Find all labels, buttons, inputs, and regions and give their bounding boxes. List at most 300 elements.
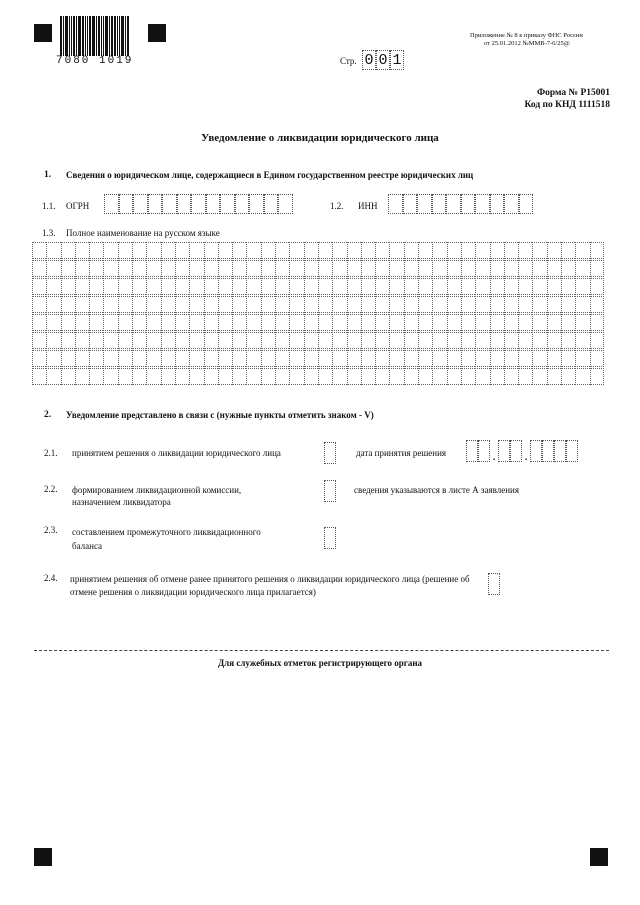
char-cell[interactable] (404, 332, 418, 349)
char-cell[interactable] (75, 260, 89, 277)
char-cell[interactable] (590, 350, 604, 367)
char-cell[interactable] (561, 368, 575, 385)
char-cell[interactable] (61, 314, 75, 331)
char-cell[interactable] (275, 278, 289, 295)
char-cell[interactable] (118, 260, 132, 277)
char-cell[interactable] (532, 242, 546, 259)
char-cell[interactable] (561, 332, 575, 349)
char-cell[interactable] (318, 350, 332, 367)
char-cell[interactable] (204, 314, 218, 331)
char-cell[interactable] (146, 350, 160, 367)
char-cell[interactable] (261, 278, 275, 295)
char-cell[interactable] (375, 314, 389, 331)
char-cell[interactable] (547, 242, 561, 259)
char-cell[interactable] (175, 368, 189, 385)
char-cell[interactable] (361, 260, 375, 277)
char-cell[interactable] (32, 368, 46, 385)
char-cell[interactable] (504, 314, 518, 331)
char-cell[interactable] (132, 368, 146, 385)
char-cell[interactable] (304, 332, 318, 349)
char-cell[interactable] (146, 332, 160, 349)
char-cell[interactable] (375, 242, 389, 259)
char-cell[interactable] (532, 314, 546, 331)
char-cell[interactable] (475, 242, 489, 259)
char-cell[interactable] (304, 260, 318, 277)
char-cell[interactable] (575, 314, 589, 331)
char-cell[interactable] (432, 194, 447, 214)
char-cell[interactable] (504, 278, 518, 295)
char-cell[interactable] (532, 368, 546, 385)
char-cell[interactable] (232, 368, 246, 385)
char-cell[interactable] (161, 332, 175, 349)
char-cell[interactable] (75, 314, 89, 331)
char-cell[interactable] (332, 332, 346, 349)
char-cell[interactable] (146, 296, 160, 313)
char-cell[interactable] (146, 314, 160, 331)
char-cell[interactable] (175, 314, 189, 331)
full-name-grid[interactable] (32, 242, 604, 386)
char-cell[interactable] (461, 350, 475, 367)
char-cell[interactable] (475, 296, 489, 313)
char-cell[interactable] (475, 368, 489, 385)
char-cell[interactable] (347, 278, 361, 295)
char-cell[interactable] (103, 296, 117, 313)
char-cell[interactable] (232, 278, 246, 295)
char-cell[interactable] (504, 296, 518, 313)
char-cell[interactable] (161, 278, 175, 295)
char-cell[interactable] (289, 242, 303, 259)
char-cell[interactable] (75, 350, 89, 367)
char-cell[interactable] (518, 296, 532, 313)
char-cell[interactable] (132, 278, 146, 295)
char-cell[interactable] (246, 242, 260, 259)
char-cell[interactable] (232, 350, 246, 367)
char-cell[interactable] (361, 332, 375, 349)
date-month[interactable] (498, 440, 522, 462)
char-cell[interactable] (235, 194, 250, 214)
char-cell[interactable] (189, 296, 203, 313)
char-cell[interactable] (375, 368, 389, 385)
char-cell[interactable] (218, 260, 232, 277)
char-cell[interactable] (304, 242, 318, 259)
char-cell[interactable] (46, 314, 60, 331)
char-cell[interactable] (332, 350, 346, 367)
name-grid-row[interactable] (32, 368, 604, 385)
char-cell[interactable] (32, 260, 46, 277)
char-cell[interactable] (389, 242, 403, 259)
char-cell[interactable] (189, 260, 203, 277)
char-cell[interactable] (275, 296, 289, 313)
char-cell[interactable] (32, 332, 46, 349)
char-cell[interactable] (490, 278, 504, 295)
char-cell[interactable] (547, 368, 561, 385)
char-cell[interactable] (104, 194, 119, 214)
char-cell[interactable] (103, 350, 117, 367)
char-cell[interactable] (404, 278, 418, 295)
char-cell[interactable] (118, 296, 132, 313)
char-cell[interactable] (103, 260, 117, 277)
char-cell[interactable] (490, 368, 504, 385)
char-cell[interactable] (75, 242, 89, 259)
char-cell[interactable] (46, 332, 60, 349)
char-cell[interactable] (519, 194, 534, 214)
char-cell[interactable] (475, 194, 490, 214)
char-cell[interactable] (118, 314, 132, 331)
char-cell[interactable] (318, 278, 332, 295)
char-cell[interactable] (447, 332, 461, 349)
char-cell[interactable] (404, 314, 418, 331)
char-cell[interactable] (389, 260, 403, 277)
char-cell[interactable] (289, 278, 303, 295)
char-cell[interactable] (504, 350, 518, 367)
char-cell[interactable] (218, 368, 232, 385)
char-cell[interactable] (547, 260, 561, 277)
char-cell[interactable] (261, 242, 275, 259)
char-cell[interactable] (590, 242, 604, 259)
char-cell[interactable] (46, 368, 60, 385)
char-cell[interactable] (404, 260, 418, 277)
char-cell[interactable] (532, 296, 546, 313)
char-cell[interactable] (318, 314, 332, 331)
char-cell[interactable] (32, 278, 46, 295)
char-cell[interactable] (347, 332, 361, 349)
char-cell[interactable] (504, 260, 518, 277)
char-cell[interactable] (590, 368, 604, 385)
char-cell[interactable] (246, 278, 260, 295)
char-cell[interactable] (162, 194, 177, 214)
char-cell[interactable] (590, 278, 604, 295)
char-cell[interactable] (490, 350, 504, 367)
char-cell[interactable] (418, 368, 432, 385)
char-cell[interactable] (418, 260, 432, 277)
char-cell[interactable] (575, 242, 589, 259)
char-cell[interactable] (132, 296, 146, 313)
char-cell[interactable] (332, 314, 346, 331)
char-cell[interactable] (388, 194, 403, 214)
char-cell[interactable] (275, 332, 289, 349)
char-cell[interactable] (332, 278, 346, 295)
char-cell[interactable] (32, 350, 46, 367)
char-cell[interactable] (532, 332, 546, 349)
char-cell[interactable] (361, 368, 375, 385)
char-cell[interactable] (532, 350, 546, 367)
char-cell[interactable] (204, 332, 218, 349)
char-cell[interactable] (318, 296, 332, 313)
char-cell[interactable] (275, 368, 289, 385)
char-cell[interactable] (375, 260, 389, 277)
char-cell[interactable] (447, 368, 461, 385)
char-cell[interactable] (61, 260, 75, 277)
char-cell[interactable] (75, 368, 89, 385)
char-cell[interactable] (89, 278, 103, 295)
char-cell[interactable] (432, 242, 446, 259)
char-cell[interactable] (204, 296, 218, 313)
char-cell[interactable] (547, 296, 561, 313)
char-cell[interactable] (89, 350, 103, 367)
name-grid-row[interactable] (32, 278, 604, 295)
char-cell[interactable] (404, 296, 418, 313)
char-cell[interactable] (361, 314, 375, 331)
char-cell[interactable] (261, 260, 275, 277)
char-cell[interactable] (490, 194, 505, 214)
char-cell[interactable] (218, 314, 232, 331)
char-cell[interactable] (590, 260, 604, 277)
char-cell[interactable] (118, 278, 132, 295)
char-cell[interactable] (361, 350, 375, 367)
char-cell[interactable] (417, 194, 432, 214)
char-cell[interactable] (175, 260, 189, 277)
char-cell[interactable] (575, 350, 589, 367)
char-cell[interactable] (289, 314, 303, 331)
char-cell[interactable] (89, 314, 103, 331)
char-cell[interactable] (446, 194, 461, 214)
char-cell[interactable] (347, 350, 361, 367)
char-cell[interactable] (89, 368, 103, 385)
char-cell[interactable] (575, 296, 589, 313)
char-cell[interactable] (590, 314, 604, 331)
char-cell[interactable] (347, 368, 361, 385)
char-cell[interactable] (418, 314, 432, 331)
char-cell[interactable] (518, 332, 532, 349)
char-cell[interactable] (432, 278, 446, 295)
char-cell[interactable] (218, 296, 232, 313)
char-cell[interactable] (61, 332, 75, 349)
char-cell[interactable] (132, 314, 146, 331)
char-cell[interactable] (447, 278, 461, 295)
char-cell[interactable] (475, 332, 489, 349)
char-cell[interactable] (175, 332, 189, 349)
ogrn-field[interactable] (104, 194, 293, 214)
char-cell[interactable] (547, 314, 561, 331)
char-cell[interactable] (418, 242, 432, 259)
item-2-3-checkbox[interactable] (324, 527, 336, 549)
char-cell[interactable] (375, 278, 389, 295)
char-cell[interactable] (177, 194, 192, 214)
char-cell[interactable] (261, 314, 275, 331)
char-cell[interactable] (447, 296, 461, 313)
char-cell[interactable] (347, 260, 361, 277)
char-cell[interactable] (46, 296, 60, 313)
char-cell[interactable] (275, 260, 289, 277)
char-cell[interactable] (461, 368, 475, 385)
char-cell[interactable] (89, 260, 103, 277)
char-cell[interactable] (304, 278, 318, 295)
char-cell[interactable] (304, 296, 318, 313)
char-cell[interactable] (332, 260, 346, 277)
char-cell[interactable] (161, 260, 175, 277)
char-cell[interactable] (375, 350, 389, 367)
char-cell[interactable] (361, 296, 375, 313)
char-cell[interactable] (246, 260, 260, 277)
char-cell[interactable] (61, 242, 75, 259)
char-cell[interactable] (389, 314, 403, 331)
char-cell[interactable] (61, 296, 75, 313)
char-cell[interactable] (461, 296, 475, 313)
char-cell[interactable] (347, 242, 361, 259)
char-cell[interactable] (475, 314, 489, 331)
char-cell[interactable] (161, 350, 175, 367)
char-cell[interactable] (289, 260, 303, 277)
char-cell[interactable] (347, 314, 361, 331)
char-cell[interactable] (261, 296, 275, 313)
name-grid-row[interactable] (32, 332, 604, 349)
char-cell[interactable] (246, 314, 260, 331)
char-cell[interactable] (575, 260, 589, 277)
char-cell[interactable] (161, 296, 175, 313)
char-cell[interactable] (146, 368, 160, 385)
char-cell[interactable] (518, 368, 532, 385)
char-cell[interactable] (590, 296, 604, 313)
char-cell[interactable] (518, 242, 532, 259)
char-cell[interactable] (132, 260, 146, 277)
char-cell[interactable] (46, 278, 60, 295)
char-cell[interactable] (318, 242, 332, 259)
char-cell[interactable] (103, 278, 117, 295)
char-cell[interactable] (304, 314, 318, 331)
char-cell[interactable] (220, 194, 235, 214)
char-cell[interactable] (161, 242, 175, 259)
decision-date-field[interactable]: . . (466, 440, 578, 462)
char-cell[interactable] (475, 350, 489, 367)
char-cell[interactable] (461, 194, 476, 214)
char-cell[interactable] (532, 278, 546, 295)
char-cell[interactable] (75, 296, 89, 313)
char-cell[interactable] (504, 194, 519, 214)
char-cell[interactable] (275, 350, 289, 367)
char-cell[interactable] (89, 332, 103, 349)
char-cell[interactable] (191, 194, 206, 214)
char-cell[interactable] (118, 350, 132, 367)
char-cell[interactable] (119, 194, 134, 214)
char-cell[interactable] (518, 260, 532, 277)
char-cell[interactable] (432, 314, 446, 331)
char-cell[interactable] (318, 368, 332, 385)
char-cell[interactable] (103, 242, 117, 259)
char-cell[interactable] (278, 194, 293, 214)
char-cell[interactable] (204, 278, 218, 295)
char-cell[interactable] (490, 260, 504, 277)
char-cell[interactable] (146, 260, 160, 277)
char-cell[interactable] (204, 368, 218, 385)
name-grid-row[interactable] (32, 296, 604, 313)
char-cell[interactable] (461, 260, 475, 277)
char-cell[interactable] (389, 296, 403, 313)
char-cell[interactable] (561, 296, 575, 313)
char-cell[interactable] (375, 296, 389, 313)
name-grid-row[interactable] (32, 260, 604, 277)
char-cell[interactable] (404, 368, 418, 385)
char-cell[interactable] (575, 368, 589, 385)
char-cell[interactable] (46, 242, 60, 259)
char-cell[interactable] (532, 260, 546, 277)
char-cell[interactable] (432, 296, 446, 313)
char-cell[interactable] (175, 278, 189, 295)
inn-field[interactable] (388, 194, 533, 214)
char-cell[interactable] (75, 332, 89, 349)
char-cell[interactable] (118, 368, 132, 385)
char-cell[interactable] (504, 242, 518, 259)
char-cell[interactable] (232, 260, 246, 277)
char-cell[interactable] (547, 278, 561, 295)
char-cell[interactable] (518, 350, 532, 367)
char-cell[interactable] (118, 332, 132, 349)
char-cell[interactable] (289, 368, 303, 385)
char-cell[interactable] (475, 278, 489, 295)
char-cell[interactable] (418, 296, 432, 313)
char-cell[interactable] (206, 194, 221, 214)
char-cell[interactable] (447, 350, 461, 367)
item-2-2-checkbox[interactable] (324, 480, 336, 502)
char-cell[interactable] (103, 332, 117, 349)
char-cell[interactable] (61, 368, 75, 385)
char-cell[interactable] (504, 332, 518, 349)
char-cell[interactable] (218, 332, 232, 349)
item-2-1-checkbox[interactable] (324, 442, 336, 464)
char-cell[interactable] (304, 368, 318, 385)
char-cell[interactable] (218, 242, 232, 259)
char-cell[interactable] (461, 278, 475, 295)
char-cell[interactable] (432, 260, 446, 277)
char-cell[interactable] (490, 242, 504, 259)
char-cell[interactable] (246, 350, 260, 367)
char-cell[interactable] (161, 368, 175, 385)
char-cell[interactable] (561, 260, 575, 277)
char-cell[interactable] (490, 332, 504, 349)
char-cell[interactable] (204, 350, 218, 367)
char-cell[interactable] (204, 260, 218, 277)
char-cell[interactable] (103, 368, 117, 385)
char-cell[interactable] (61, 350, 75, 367)
char-cell[interactable] (246, 296, 260, 313)
char-cell[interactable] (132, 332, 146, 349)
char-cell[interactable] (518, 278, 532, 295)
char-cell[interactable] (547, 332, 561, 349)
char-cell[interactable] (447, 242, 461, 259)
char-cell[interactable] (232, 242, 246, 259)
char-cell[interactable] (146, 278, 160, 295)
char-cell[interactable] (232, 296, 246, 313)
char-cell[interactable] (189, 368, 203, 385)
char-cell[interactable] (332, 368, 346, 385)
char-cell[interactable] (461, 332, 475, 349)
char-cell[interactable] (389, 350, 403, 367)
char-cell[interactable] (590, 332, 604, 349)
char-cell[interactable] (375, 332, 389, 349)
char-cell[interactable] (389, 332, 403, 349)
item-2-4-checkbox[interactable] (488, 573, 500, 595)
char-cell[interactable] (175, 242, 189, 259)
char-cell[interactable] (332, 242, 346, 259)
char-cell[interactable] (32, 242, 46, 259)
char-cell[interactable] (204, 242, 218, 259)
char-cell[interactable] (318, 332, 332, 349)
char-cell[interactable] (218, 350, 232, 367)
char-cell[interactable] (289, 350, 303, 367)
char-cell[interactable] (175, 350, 189, 367)
char-cell[interactable] (447, 314, 461, 331)
char-cell[interactable] (133, 194, 148, 214)
char-cell[interactable] (161, 314, 175, 331)
char-cell[interactable] (332, 296, 346, 313)
char-cell[interactable] (561, 278, 575, 295)
char-cell[interactable] (175, 296, 189, 313)
char-cell[interactable] (418, 278, 432, 295)
char-cell[interactable] (249, 194, 264, 214)
char-cell[interactable] (89, 296, 103, 313)
char-cell[interactable] (289, 296, 303, 313)
char-cell[interactable] (232, 314, 246, 331)
char-cell[interactable] (32, 314, 46, 331)
